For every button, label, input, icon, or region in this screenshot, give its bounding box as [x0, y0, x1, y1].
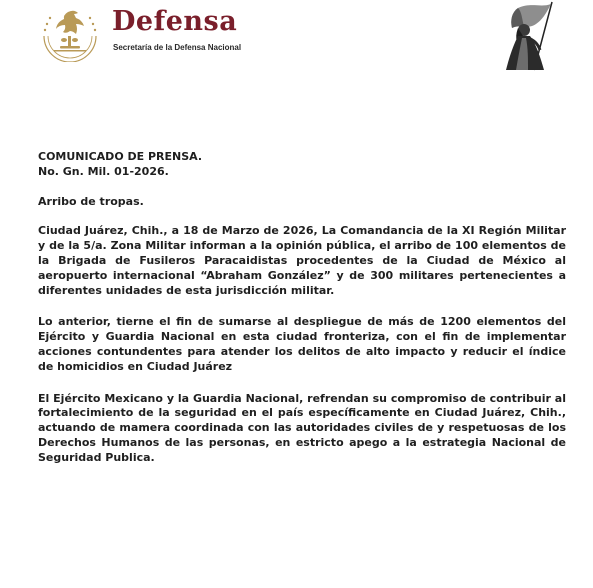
- brand-subtitle: Secretaría de la Defensa Nacional: [113, 43, 242, 52]
- paragraph-1: Ciudad Juárez, Chih., a 18 de Marzo de 2026, La Comandancia de la XI Región Militar y de la 5/a. Zona Militar informan a la opinión pública, el arribo de 100 elementos de la Brigada de Fusileros Paracaidistas procedentes de la Ciudad de México al aeropuerto internacional “Abraham González” y de 300 militares pertenecientes a diferentes unidades de esta jurisdicción militar.: [38, 224, 566, 297]
- paragraph-3: El Ejército Mexicano y la Guardia Nacional, refrendan su compromiso de contribuir al fortalecimiento de la seguridad en el país específicamente en Ciudad Juárez, Chih., actuando de mamera coordinada con las autoridades civiles de y respetuosas de los Derechos Humanos de las personas, en estricto apego a la estrategia Nacional de Seguridad Publica.: [38, 391, 566, 464]
- press-release-number: No. Gn. Mil. 01-2026.: [38, 164, 169, 178]
- brand-title: Defensa: [112, 6, 238, 37]
- press-release-subject: Arribo de tropas.: [38, 194, 144, 208]
- letterhead: [0, 0, 593, 70]
- mexican-coat-of-arms-seal-icon: [38, 2, 102, 62]
- woman-with-flag-emblem-icon: [488, 0, 560, 72]
- paragraph-2: Lo anterior, tierne el fin de sumarse al despliegue de más de 1200 elementos del Ejército y Guardia Nacional en esta ciudad fronteriza, con el fin de implementar acciones contundentes para atender los delitos de alto impacto y reducir el índice de homicidios en Ciudad Juárez: [38, 315, 566, 373]
- press-release-heading: COMUNICADO DE PRENSA.: [38, 150, 203, 163]
- press-release-body: [38, 150, 566, 466]
